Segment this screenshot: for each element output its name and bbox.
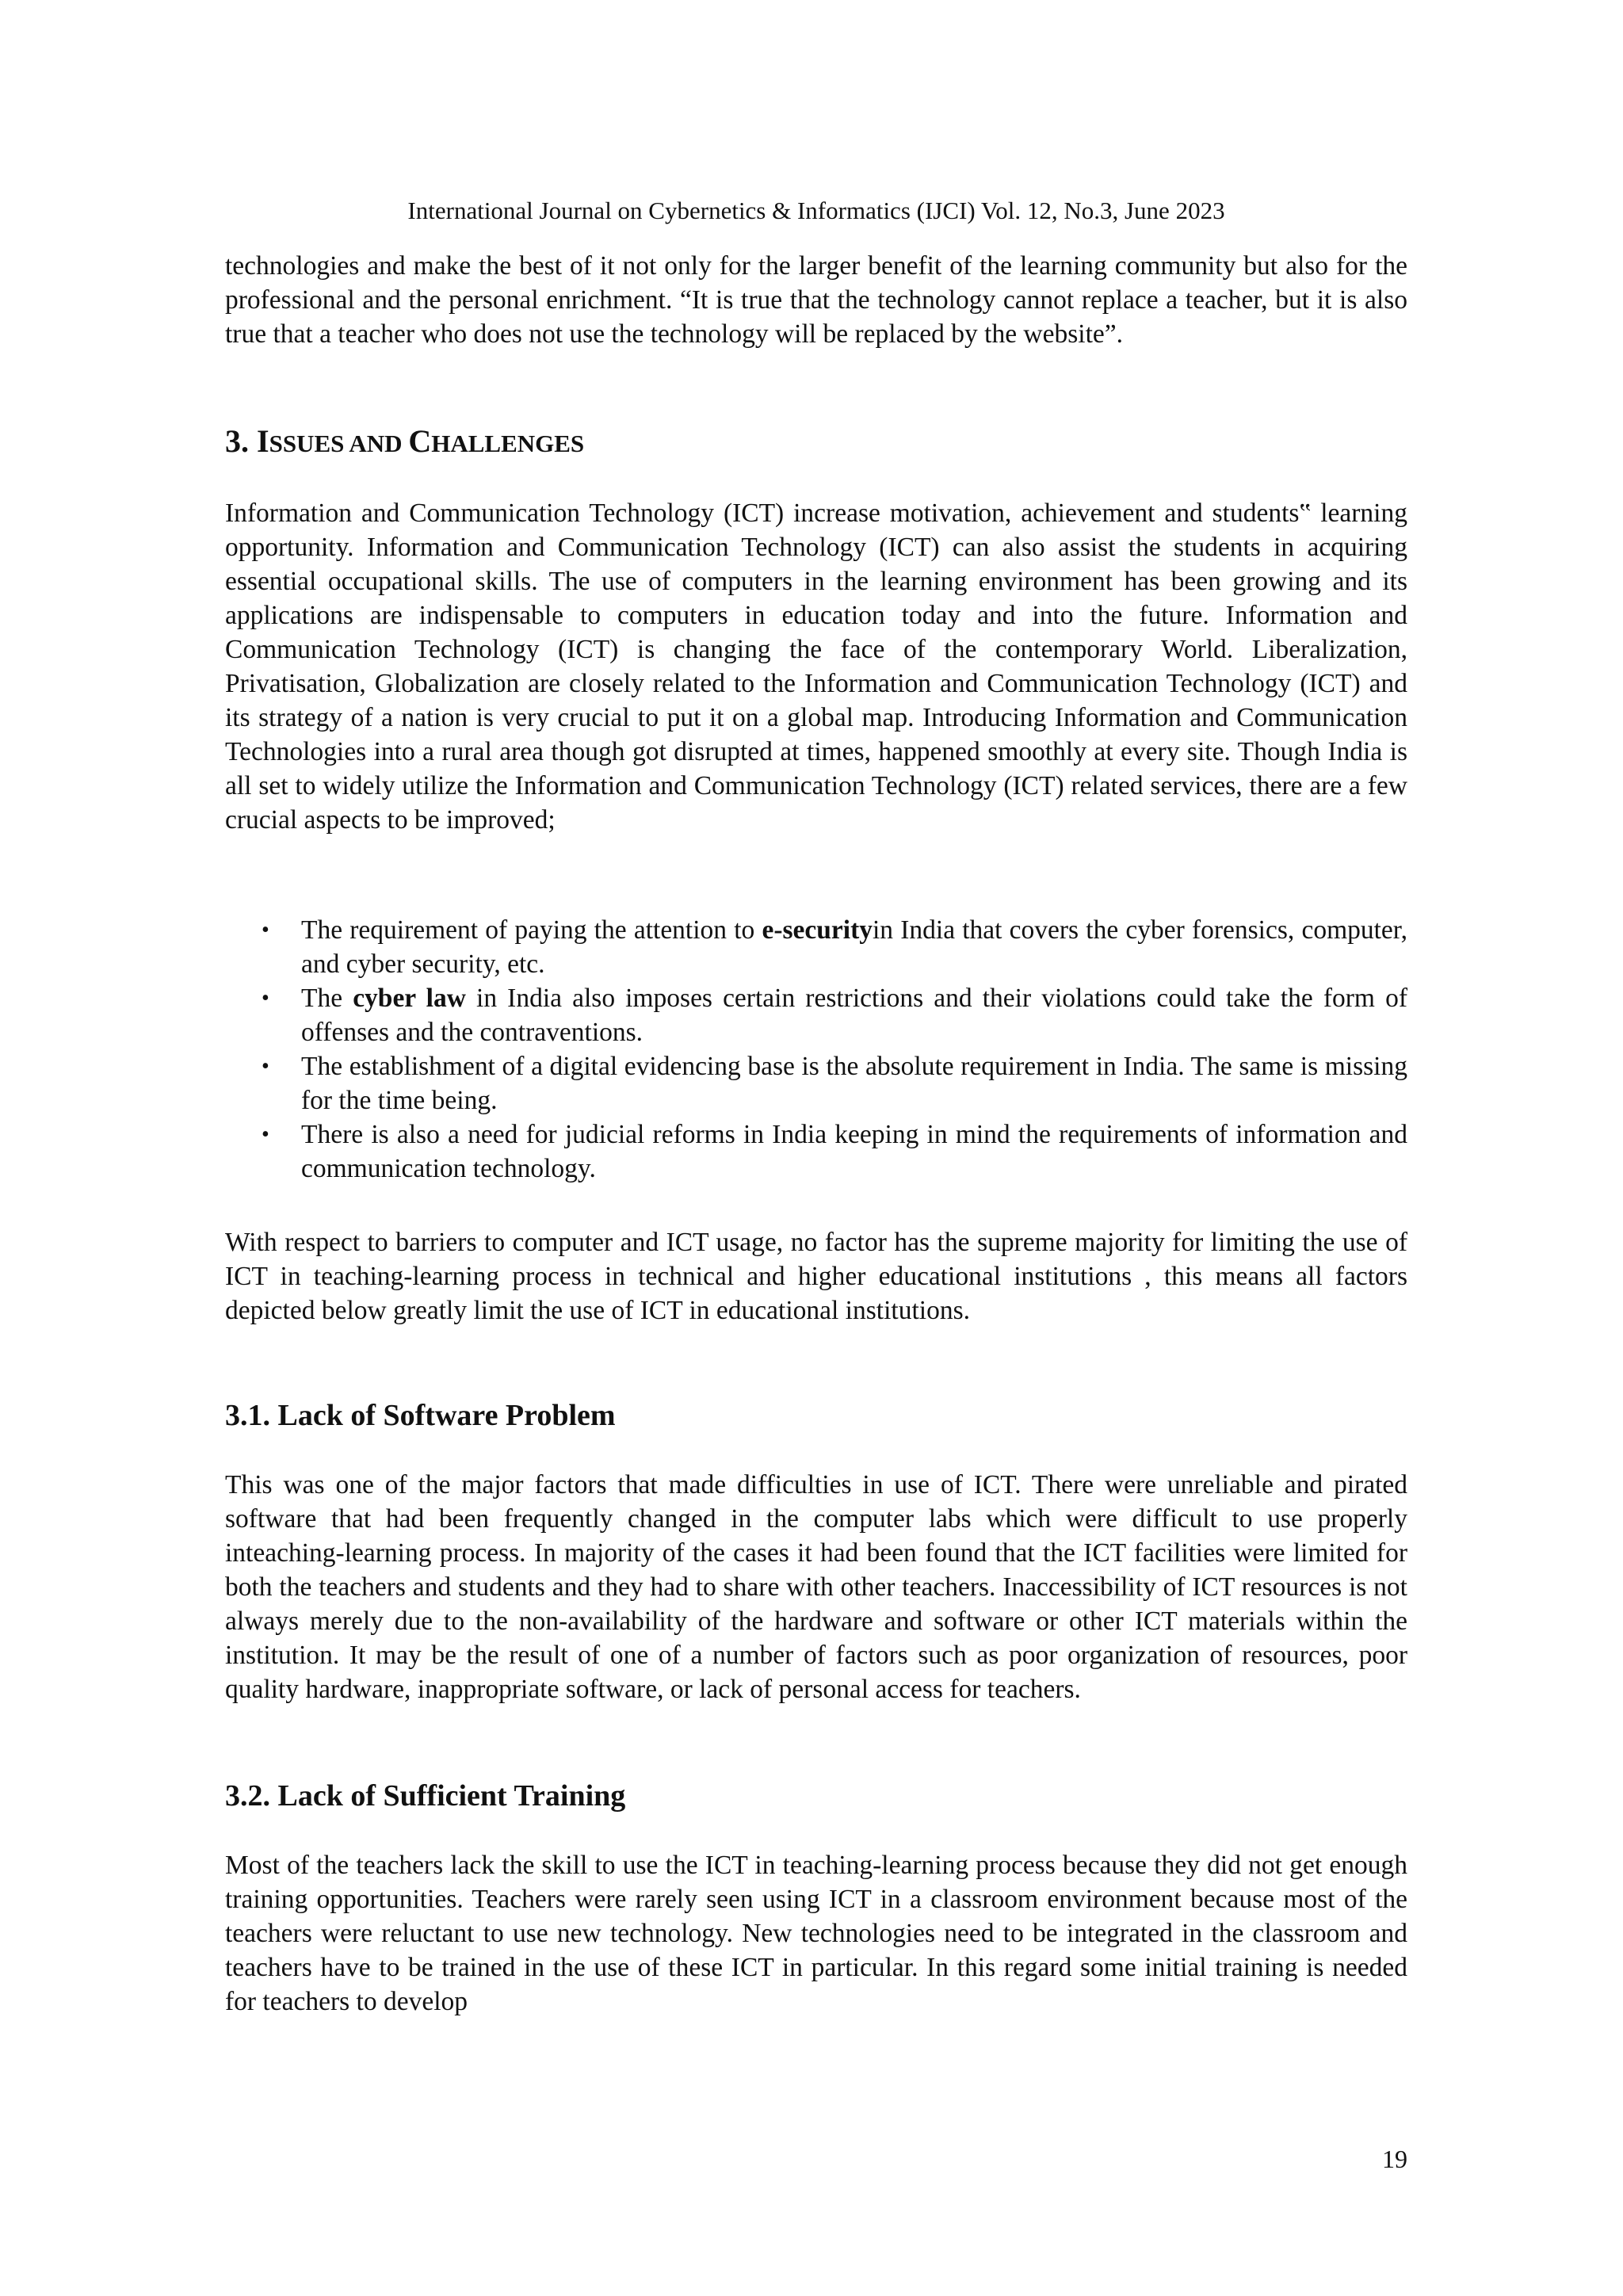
section-3-2-paragraph: Most of the teachers lack the skill to use the ICT in teaching-learning process because they did not get enough training opportunities. Teachers were rarely seen using ICT in a classroom environment because most of the teachers were reluctant to use new technology. New technologies need to be integrated in the classroom and teachers have to be trained in the use of these ICT in particular. In this regard some initial training is needed for teachers to develop — [225, 1851, 1407, 2016]
bullet-item: • The establishment of a digital evidencing base is the absolute requirement in India. The same is missing for the time being. — [225, 1049, 1407, 1117]
page-number: 19 — [1382, 2145, 1407, 2173]
running-header: International Journal on Cybernetics & Informatics (IJCI) Vol. 12, No.3, June 2023 — [407, 197, 1225, 224]
section-3-title-small-caps-1: SSUES AND — [269, 430, 409, 457]
challenges-bullet-list — [225, 913, 1407, 1186]
barriers-paragraph: With respect to barriers to computer and ICT usage, no factor has the supreme majority for limiting the use of ICT in teaching-learning process in technical and higher educational institutions , this means all factors depicted below greatly limit the use of ICT in educational institutions. — [225, 1228, 1407, 1325]
bullet-item: • There is also a need for judicial reforms in India keeping in mind the requirements of information and communication technology. — [225, 1117, 1407, 1186]
bullet-symbol: • — [262, 918, 269, 942]
paper-page — [225, 0, 1407, 2296]
bold-term-cyber-law: cyber law — [353, 984, 466, 1013]
bullet-symbol: • — [262, 986, 269, 1010]
bullet-symbol: • — [262, 1054, 269, 1079]
bullet-symbol: • — [262, 1122, 269, 1147]
section-3-number: 3. — [225, 423, 249, 459]
section-3-heading — [225, 422, 584, 464]
section-3-title-cap-i: I — [257, 423, 269, 459]
section-3-title-small-caps-2: HALLENGES — [431, 430, 585, 457]
section-3-paragraph: Information and Communication Technology (ICT) increase motivation, achievement and students‟ learning opportunity. Information and Communication Technology (ICT) can also assist the students in acquiring essential occupational skills. The use of computers in the learning environment has been growing and its applications are indispensable to computers in education today and into the future. Information and Communication Technology (ICT) is changing the face of the contemporary World. Liberalization, Privatisation, Globalization are closely related to the Information and Communication Technology (ICT) and its strategy of a nation is very crucial to put it on a global map. Introducing Information and Communication Technologies into a rural area though got disrupted at times, happened smoothly at every site. Though India is all set to widely utilize the Information and Communication Technology (ICT) related services, there are a few crucial aspects to be improved; — [225, 499, 1407, 835]
intro-paragraph: technologies and make the best of it not only for the larger benefit of the learning community but also for the professional and the personal enrichment. “It is true that the technology cannot replace a teacher, but it is also true that a teacher who does not use the technology will be replaced by the website”. — [225, 251, 1407, 349]
bullet-item: • The requirement of paying the attention to e-securityin India that covers the cyber forensics, computer, and cyber security, etc. — [225, 913, 1407, 981]
section-3-2-heading: 3.2. Lack of Sufficient Training — [225, 1779, 626, 1813]
section-3-title-cap-c: C — [408, 423, 432, 459]
bullet-item: • The cyber law in India also imposes certain restrictions and their violations could take the form of offenses and the contraventions. — [225, 981, 1407, 1049]
bold-term-e-security: e-security — [762, 915, 873, 945]
section-3-1-paragraph: This was one of the major factors that made difficulties in use of ICT. There were unreliable and pirated software that had been frequently changed in the computer labs which were difficult to use properly inteaching-learning process. In majority of the cases it had been found that the ICT facilities were limited for both the teachers and students and they had to share with other teachers. Inaccessibility of ICT resources is not always merely due to the non-availability of the hardware and software or other ICT materials within the institution. It may be the result of one of a number of factors such as poor organization of resources, poor quality hardware, inappropriate software, or lack of personal access for teachers. — [225, 1470, 1407, 1704]
section-3-1-heading: 3.1. Lack of Software Problem — [225, 1399, 616, 1432]
